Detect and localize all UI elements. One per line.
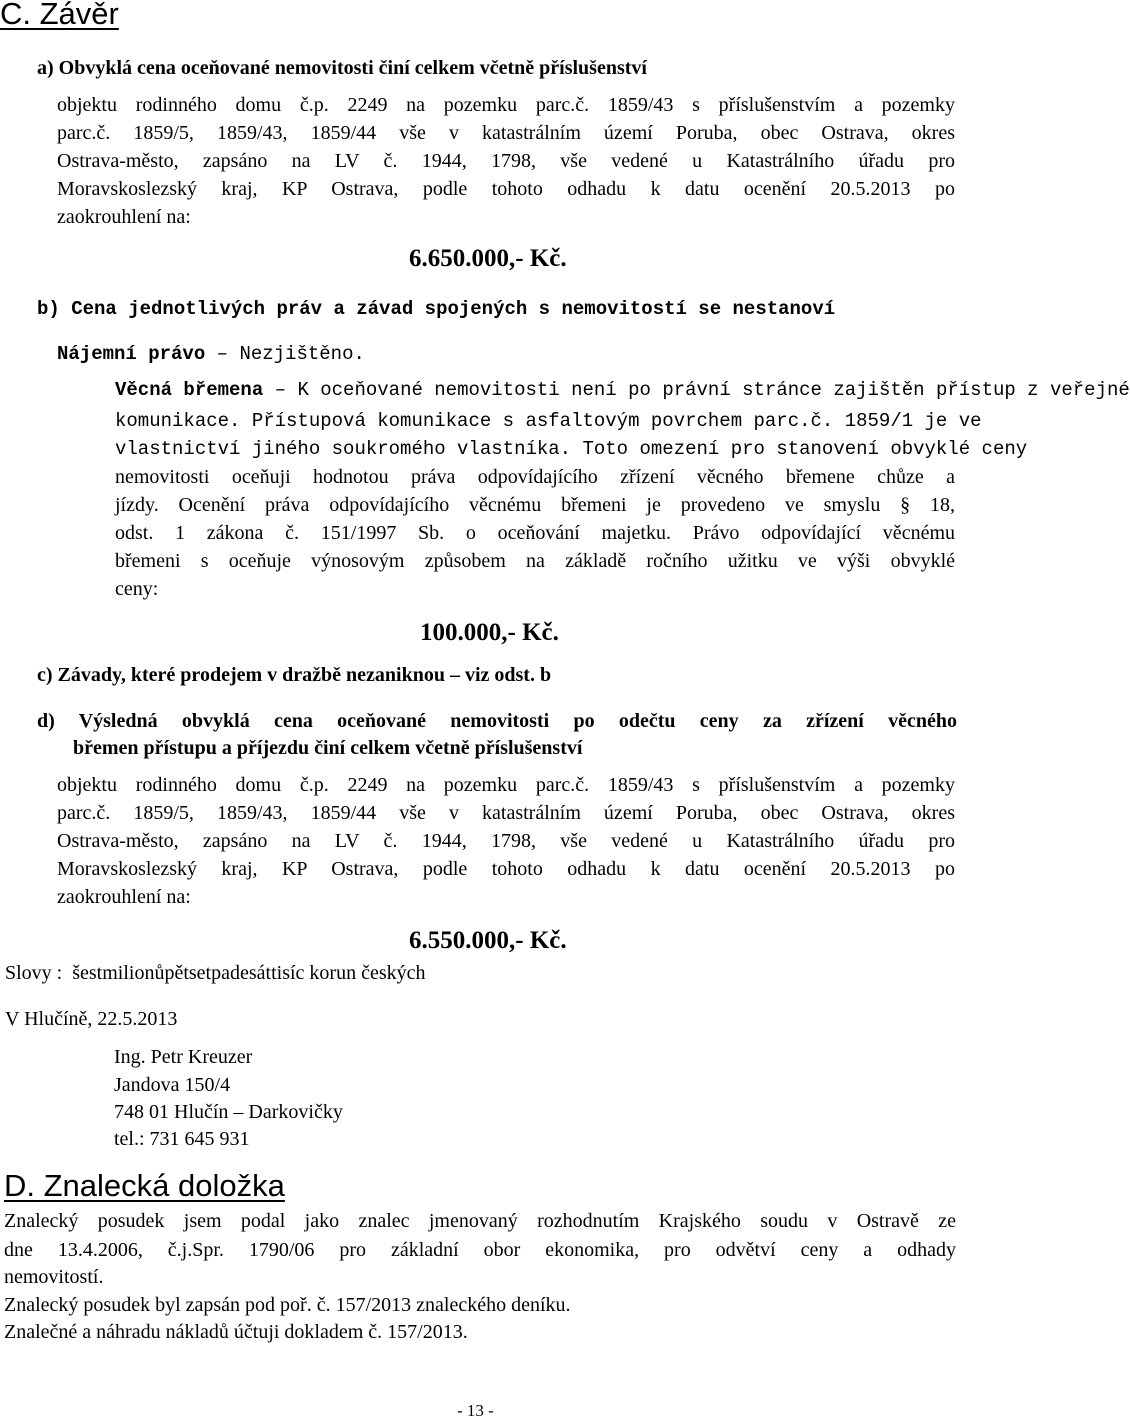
- vecna-line-7: ceny:: [115, 578, 159, 600]
- item-a-line-2: parc.č. 1859/5, 1859/43, 1859/44 vše v katastrálním území Poruba, obec Ostrava, okres: [57, 122, 955, 144]
- doložka-line-2: dne 13.4.2006, č.j.Spr. 1790/06 pro základní obor ekonomika, pro odvětví ceny a odhady: [4, 1239, 956, 1261]
- item-d-line-5: zaokrouhlení na:: [57, 886, 191, 908]
- place-date: V Hlučíně, 22.5.2013: [5, 1008, 178, 1030]
- najem-text: Nezjištěno.: [239, 343, 365, 365]
- item-c-heading: c) Závady, které prodejem v dražbě nezaniknou – viz odst. b: [37, 664, 552, 686]
- item-d-line-2: parc.č. 1859/5, 1859/43, 1859/44 vše v katastrálním území Poruba, obec Ostrava, okres: [57, 802, 955, 824]
- vecna-first-line: Věcná břemena – K oceňované nemovitosti není po právní stránce zajištěn přístup z veřejné: [115, 379, 1130, 401]
- doložka-fee: Znalečné a náhradu nákladů účtuji dokladem č. 157/2013.: [4, 1321, 468, 1343]
- item-a-amount: 6.650.000,- Kč.: [409, 245, 567, 272]
- doložka-line-3: nemovitostí.: [4, 1266, 104, 1288]
- vecna-line-6: břemeni s oceňuje výnosovým způsobem na základě ročního užitku ve výši obvyklé: [115, 550, 955, 572]
- item-d-line-1: objektu rodinného domu č.p. 2249 na pozemku parc.č. 1859/43 s příslušenstvím a pozemky: [57, 774, 955, 796]
- signature-name: Ing. Petr Kreuzer: [114, 1046, 253, 1068]
- signature-city: 748 01 Hlučín – Darkovičky: [114, 1101, 343, 1123]
- section-c-heading: C. Závěr: [0, 0, 119, 31]
- item-d-heading-2: břemen přístupu a příjezdu činí celkem včetně příslušenství: [73, 737, 583, 759]
- najem-dash: –: [216, 343, 229, 365]
- item-b-amount: 100.000,- Kč.: [420, 619, 559, 646]
- item-a-line-4: Moravskoslezský kraj, KP Ostrava, podle tohoto odhadu k datu ocenění 20.5.2013 po: [57, 178, 955, 200]
- slovy-line: Slovy : šestmilionůpětsetpadesáttisíc korun českých: [5, 962, 426, 984]
- item-d-line-4: Moravskoslezský kraj, KP Ostrava, podle tohoto odhadu k datu ocenění 20.5.2013 po: [57, 858, 955, 880]
- najem-label: Nájemní právo: [57, 343, 206, 365]
- vecna-line-4: jízdy. Ocenění práva odpovídajícího věcnému břemeni je provedeno ve smyslu § 18,: [115, 494, 955, 516]
- vecna-line-2: vlastnictví jiného soukromého vlastníka. Toto omezení pro stanovení obvyklé ceny: [115, 438, 1028, 460]
- item-b-heading: b) Cena jednotlivých práv a závad spojených s nemovitostí se nestanoví: [37, 298, 836, 320]
- vecna-label: Věcná břemena: [115, 379, 264, 401]
- item-d-line-3: Ostrava-město, zapsáno na LV č. 1944, 1798, vše vedené u Katastrálního úřadu pro: [57, 830, 955, 852]
- vecna-first-text: K oceňované nemovitosti není po právní stránce zajištěn přístup z veřejné: [297, 379, 1130, 401]
- najem-row: [57, 343, 365, 365]
- section-d-heading: D. Znalecká doložka: [4, 1168, 285, 1203]
- doložka-line-1: Znalecký posudek jsem podal jako znalec jmenovaný rozhodnutím Krajského soudu v Ostravě ze: [4, 1210, 956, 1232]
- vecna-line-1: komunikace. Přístupová komunikace s asfaltovým povrchem parc.č. 1859/1 je ve: [115, 410, 982, 432]
- signature-phone: tel.: 731 645 931: [114, 1128, 250, 1150]
- item-a-line-1: objektu rodinného domu č.p. 2249 na pozemku parc.č. 1859/43 s příslušenstvím a pozemky: [57, 94, 955, 116]
- doložka-registry: Znalecký posudek byl zapsán pod poř. č. 157/2013 znaleckého deníku.: [4, 1294, 571, 1316]
- item-d-heading-1: d) Výsledná obvyklá cena oceňované nemovitosti po odečtu ceny za zřízení věcného: [37, 710, 957, 732]
- vecna-line-5: odst. 1 zákona č. 151/1997 Sb. o oceňování majetku. Právo odpovídající věcnému: [115, 522, 955, 544]
- item-a-line-3: Ostrava-město, zapsáno na LV č. 1944, 1798, vše vedené u Katastrálního úřadu pro: [57, 150, 955, 172]
- signature-street: Jandova 150/4: [114, 1074, 231, 1096]
- vecna-line-3: nemovitosti oceňuji hodnotou práva odpovídajícího zřízení věcného břemene chůze a: [115, 466, 955, 488]
- item-a-line-5: zaokrouhlení na:: [57, 206, 191, 228]
- item-d-amount: 6.550.000,- Kč.: [409, 927, 567, 954]
- page-number: - 13 -: [457, 1401, 494, 1420]
- item-a-heading: a) Obvyklá cena oceňované nemovitosti činí celkem včetně příslušenství: [37, 57, 647, 79]
